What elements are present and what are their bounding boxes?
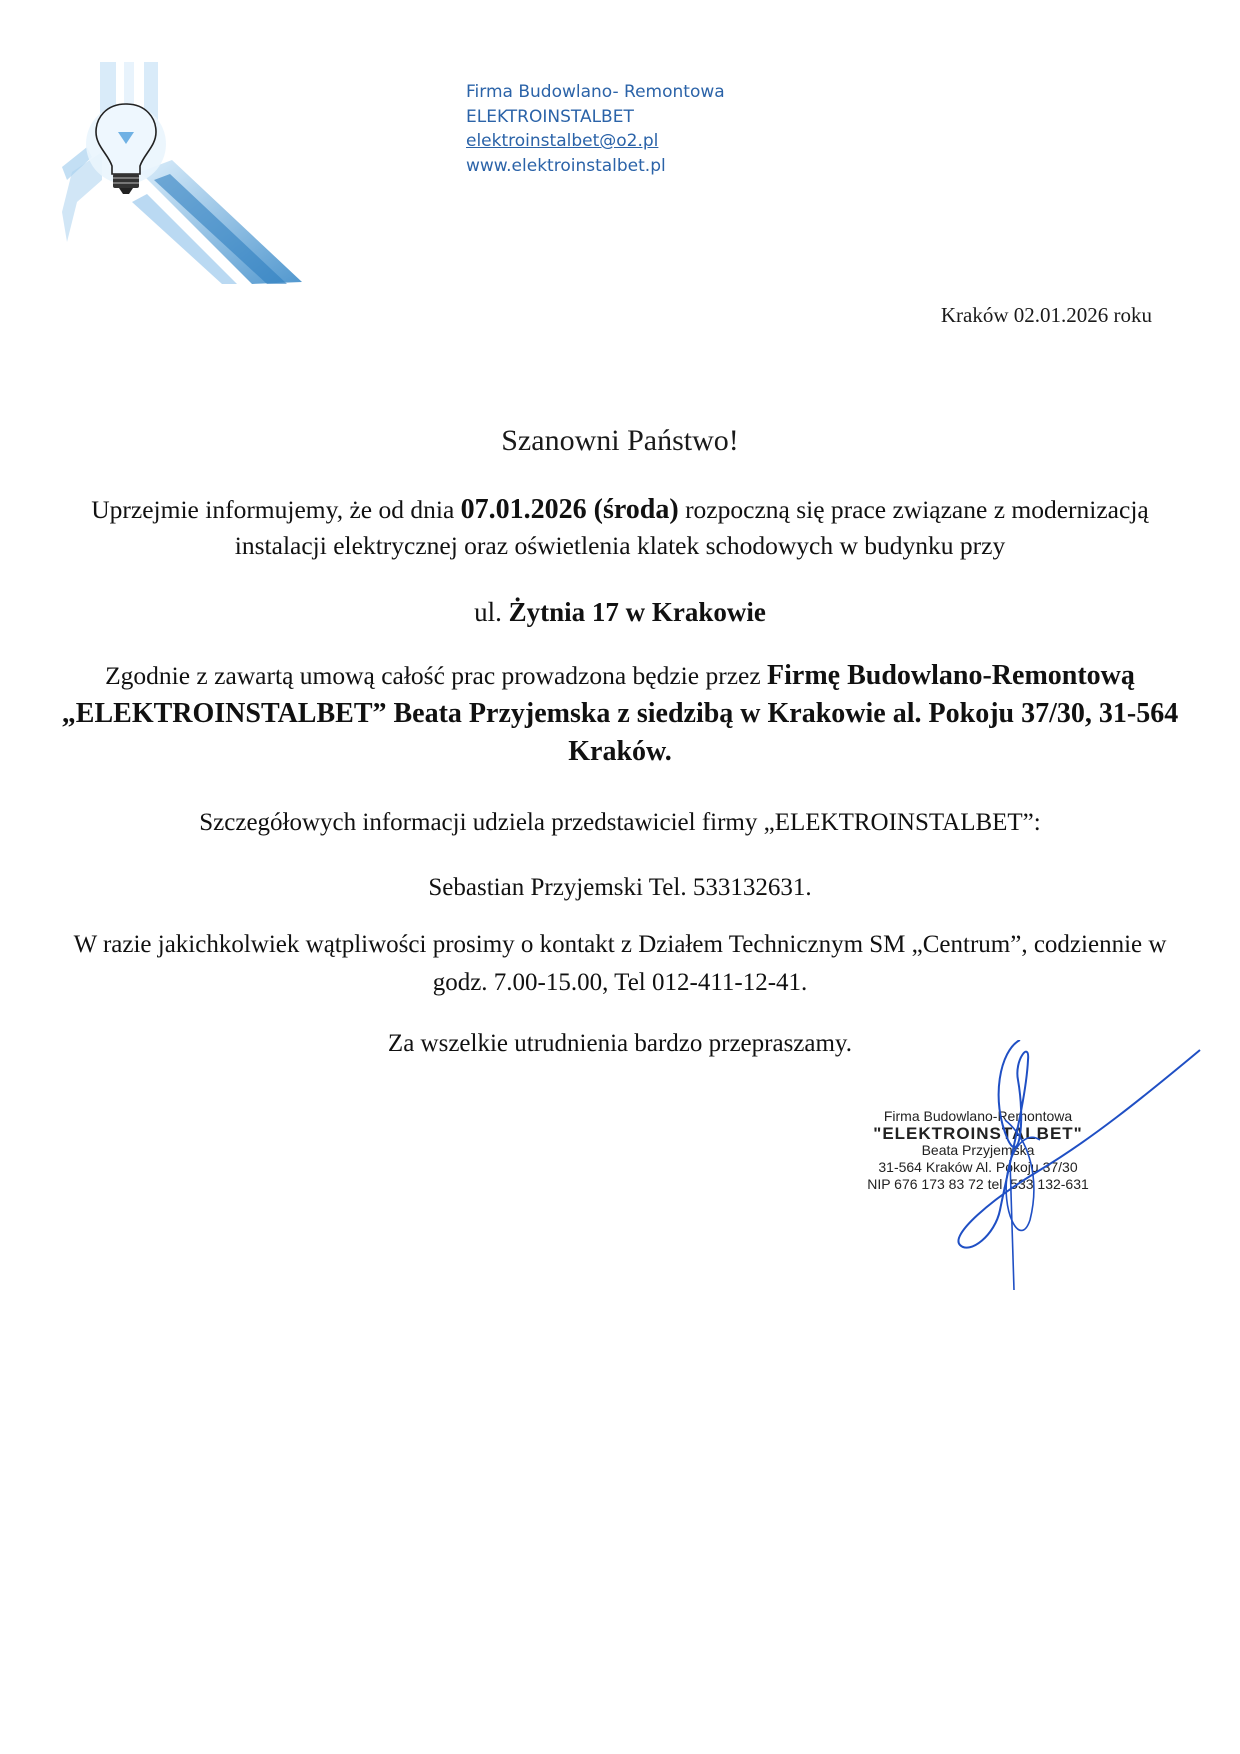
date-place: Kraków 02.01.2026 roku — [940, 303, 1152, 327]
letterhead — [466, 80, 725, 178]
paragraph-start-date — [60, 492, 1180, 564]
paragraph-contractor — [60, 657, 1180, 771]
stamp-line-1: Firma Budowlano-Remontowa — [883, 1108, 1073, 1124]
company-stamp — [838, 1108, 1118, 1193]
company-brand: ELEKTROINSTALBET — [466, 106, 634, 127]
building-address: Żytnia 17 w Krakowie — [508, 597, 766, 627]
lightbulb-logo-icon — [62, 62, 302, 284]
paragraph-address — [60, 594, 1180, 630]
company-name: Firma Budowlano- Remontowa — [466, 82, 725, 102]
paragraph-info: Szczegółowych informacji udziela przedstawiciel firmy „ELEKTROINSTALBET”: — [199, 809, 1041, 836]
contractor-name: Firmę Budowlano-Remontową „ELEKTROINSTALBET” Beata Przyjemska z siedzibą w Krakowie al. Pokoju 37/30, 31-564 Kraków. — [61, 660, 1179, 767]
text: rozpoczną się prace związane z modernizacją instalacji elektrycznej oraz oświetlenia klatek schodowych w budynku przy — [234, 495, 1149, 560]
stamp-line-5: NIP 676 173 83 72 tel. 533 132-631 — [867, 1176, 1089, 1192]
paragraph-technical-dept: W razie jakichkolwiek wątpliwości prosimy o kontakt z Działem Technicznym SM „Centrum”, codziennie w godz. 7.00-15.00, Tel 012-411-12-41. — [73, 931, 1167, 996]
company-logo — [62, 62, 302, 284]
text: ul. — [474, 597, 509, 627]
text: Uprzejmie informujemy, że od dnia — [91, 495, 461, 524]
salutation: Szanowni Państwo! — [501, 424, 739, 457]
stamp-line-2: "ELEKTROINSTALBET" — [873, 1124, 1083, 1143]
stamp-line-4: 31-564 Kraków Al. Pokoju 37/30 — [878, 1159, 1078, 1175]
apology: Za wszelkie utrudnienia bardzo przepraszamy. — [387, 1030, 853, 1057]
email-link[interactable]: elektroinstalbet@o2.pl — [466, 131, 659, 151]
website-link[interactable]: www.elektroinstalbet.pl — [466, 155, 666, 176]
stamp-line-3: Beata Przyjemska — [921, 1142, 1035, 1158]
contact-person: Sebastian Przyjemski Tel. 533132631. — [428, 874, 812, 901]
text: Zgodnie z zawartą umową całość prac prowadzona będzie przez — [105, 661, 768, 690]
start-date: 07.01.2026 (środa) — [460, 494, 679, 525]
